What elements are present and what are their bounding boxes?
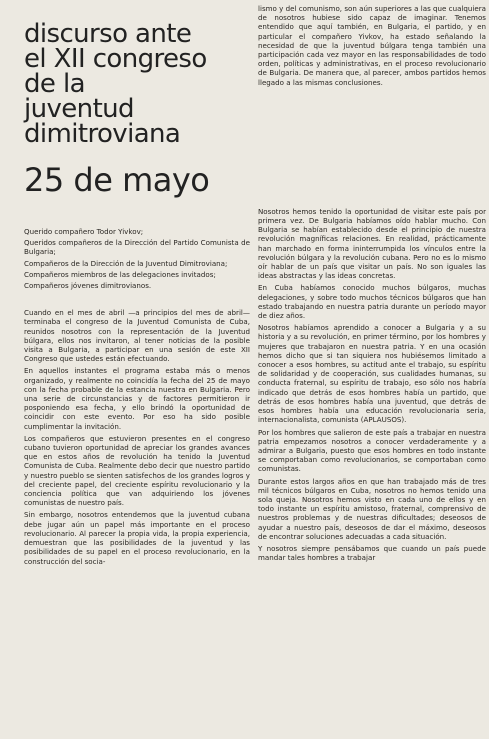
right-body-text <box>258 207 486 563</box>
title-line: el XII congreso <box>24 44 207 74</box>
article-title <box>24 19 250 149</box>
paragraph: Y nosotros siempre pensábamos que cuando un país puede mandar tales hombres a trabajar <box>258 543 486 563</box>
paragraph: En Cuba habíamos conocido muchos búlgaros, muchas delegaciones, y sobre todo muchos técnicos búlgaros que han estado trabajando en nuestra patria durante un período mayor de diez años. <box>258 283 486 321</box>
title-line: discurso ante <box>24 19 192 49</box>
salutation-line: Compañeros miembros de las delegaciones invitados; <box>24 269 216 279</box>
left-column <box>24 19 250 569</box>
paragraph: Cuando en el mes de abril —a principios del mes de abril— terminaba el congreso de la Juventud Comunista de Cuba, reunidos nosotros con la representación de la Juventud búlgara, ellos nos invitaron, al tener noticias de la posible visita a Bulgaria, a participar en una sesión de este XII Congreso que ustedes están efectuando. <box>24 308 250 364</box>
salutation-line: Compañeros de la Dirección de la Juventud Dimitroviana; <box>24 258 228 268</box>
salutation-line: Compañeros jóvenes dimitrovianos. <box>24 281 152 291</box>
right-top-text <box>258 4 486 87</box>
title-line: dimitroviana <box>24 119 181 149</box>
speech-date: 25 de mayo <box>24 161 210 199</box>
salutations <box>24 227 250 290</box>
paragraph: Sin embargo, nosotros entendemos que la juventud cubana debe jugar aún un papel más importante en el proceso revolucionario. Al parecer la propia vida, la propia experiencia, demuestran que las posibilidades de la juventud y las posibilidades de su papel en el proceso revolucionario, en la construcción del socia- <box>24 510 250 566</box>
left-body-text <box>24 308 250 565</box>
paragraph: Por los hombres que salieron de este país a trabajar en nuestra patria empezamos nosotros a conocer verdaderamente y a admirar a Bulgaria, puesto que esos hombres en todo instante se comportaban como revolucionarios, se comportaban como comunistas. <box>258 427 486 474</box>
paragraph: En aquellos instantes el programa estaba más o menos organizado, y realmente no coincidía la fecha del 25 de mayo con la fecha probable de la estancia nuestra en Bulgaria. Pero una serie de circunstancias y de factores permitieron ir posponiendo esa fecha, y ello brindó la oportunidad de coincidir con este evento. Por eso ha sido posible cumplimentar la invitación. <box>24 366 250 431</box>
title-line: juventud <box>24 94 134 124</box>
paragraph: lismo y del comunismo, son aún superiores a las que cualquiera de nosotros hubiese sido capaz de imaginar. Tenemos entendido que aquí también, en Bulgaria, el partido, y en particular el compañero Yivkov, ha estado señalando la necesidad de que la juventud búlgara tenga también una participación cada vez mayor en las responsabilidades de todo orden, políticas y administrativas, en el proceso revolucionario de Bulgaria. De manera que, al parecer, ambos partidos hemos llegado a las mismas conclusiones. <box>258 4 486 87</box>
title-line: de la <box>24 69 85 99</box>
paragraph: Nosotros habíamos aprendido a conocer a Bulgaria y a su historia y a su revolución, en primer término, por los hombres y mujeres que trabajaron en nuestra patria. Y en una ocasión hemos dicho que si tan siquiera nos hubiésemos limitado a conocer a esos hombres, su actitud ante el trabajo, su espíritu de solidaridad y de cooperación, sus cualidades humanas, su conducta fraternal, su espíritu de trabajo, eso sólo nos habría indicado que detrás de esos hombres había un partido, que detrás de esos hombres había una juventud, que detrás de esos hombres había una educación revolucionaria seria, internacionalista, comunista (APLAUSOS). <box>258 323 486 425</box>
right-column <box>258 4 486 565</box>
salutation-line: Querido compañero Todor Yivkov; <box>24 227 144 236</box>
paragraph: Durante estos largos años en que han trabajado más de tres mil técnicos búlgaros en Cuba, nosotros no hemos tenido una sola queja. Nosotros hemos visto en cada uno de ellos y en todo instante un espíritu amistoso, fraternal, comprensivo de nuestros problemas y de nuestras dificultades; deseosos de ayudar a nuestro país, deseosos de dar el máximo, deseosos de encontrar soluciones adecuadas a cada situación. <box>258 476 486 541</box>
paragraph: Los compañeros que estuvieron presentes en el congreso cubano tuvieron oportunidad de apreciar los grandes avances que en estos años de revolución ha tenido la Juventud Comunista de Cuba. Realmente debo decir que nuestro partido y nuestro pueblo se sienten satisfechos de los grandes logros y del creciente papel, del creciente espíritu revolucionario y la conciencia política que van adquiriendo los jóvenes comunistas de nuestro país. <box>24 433 250 508</box>
paragraph: Nosotros hemos tenido la oportunidad de visitar este país por primera vez. De Bulgaria habíamos oído hablar mucho. Con Bulgaria se habían establecido desde el principio de nuestra revolución magníficas relaciones. En realidad, prácticamente han marchado en forma ininterrumpida los vínculos entre la revolución búlgara y la revolución cubana. Pero no es lo mismo oír hablar de un país que visitar un país. No son iguales las ideas abstractas y las ideas concretas. <box>258 206 486 281</box>
salutation-line: Queridos compañeros de la Dirección del Partido Comunista de Bulgaria; <box>24 238 250 257</box>
